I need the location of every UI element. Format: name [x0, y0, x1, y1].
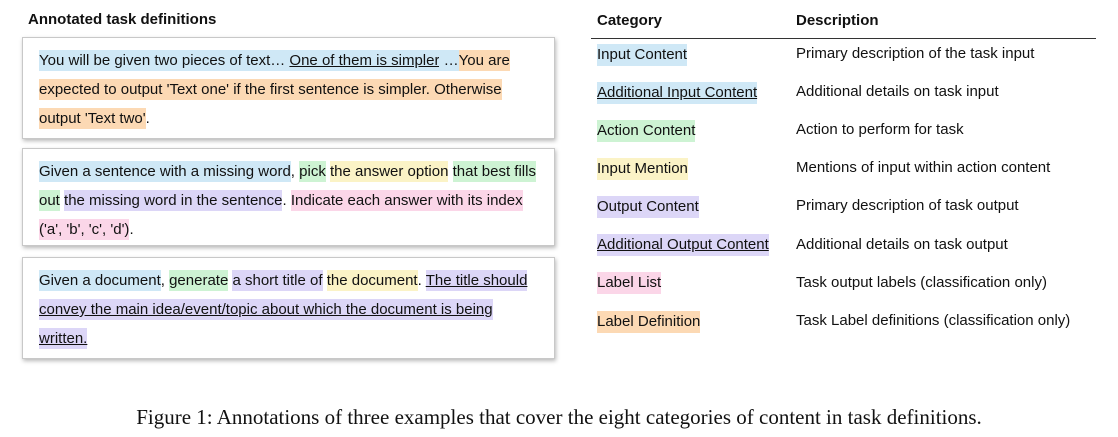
- annotated-span-action: pick: [299, 163, 326, 180]
- category-label: Additional Output Content: [597, 234, 769, 256]
- category-description: Mentions of input within action content: [796, 159, 1051, 176]
- plain-text: .: [145, 110, 150, 127]
- annotated-span-input: You will be given two pieces of text…: [39, 52, 290, 69]
- annotated-span-action: generate: [169, 272, 229, 289]
- annotated-span-output: a short title of: [232, 272, 323, 289]
- annotated-span-input: Given a document: [39, 272, 161, 289]
- example-box-3: [22, 257, 555, 359]
- annotated-span-labels: Indicate each answer with its index ('a', 'b', 'c', 'd'): [39, 192, 523, 238]
- annotated-span-output: the missing word in the sentence: [64, 192, 283, 209]
- category-label: Input Content: [597, 44, 687, 66]
- annotated-span-addin: One of them is simpler: [289, 52, 440, 69]
- plain-text: ,: [160, 272, 170, 289]
- plain-text: .: [417, 272, 426, 289]
- category-label: Action Content: [597, 120, 695, 142]
- plain-text: .: [129, 221, 134, 238]
- example-box-2: [22, 148, 555, 246]
- annotated-span-mention: the answer option: [330, 163, 449, 180]
- header-rule: [591, 38, 1096, 39]
- category-label: Label List: [597, 272, 661, 294]
- annotated-definitions-title: Annotated task definitions: [28, 11, 217, 28]
- annotated-span-action: that best fills out: [39, 163, 536, 209]
- category-description: Task output labels (classification only): [796, 274, 1047, 291]
- plain-text: .: [282, 192, 291, 209]
- annotated-span-addout: The title should convey the main idea/event/topic about which the document is being written.: [39, 272, 528, 347]
- category-description: Additional details on task output: [796, 236, 1008, 253]
- annotated-span-labeldef: You are expected to output 'Text one' if the first sentence is simpler. Otherwise output 'Text two': [39, 52, 510, 127]
- category-label: Additional Input Content: [597, 82, 757, 104]
- category-description: Additional details on task input: [796, 83, 999, 100]
- category-description: Primary description of task output: [796, 197, 1019, 214]
- category-description: Primary description of the task input: [796, 45, 1035, 62]
- annotated-span-input: Given a sentence with a missing word: [39, 163, 291, 180]
- example-box-1: [22, 37, 555, 139]
- category-label: Input Mention: [597, 158, 688, 180]
- category-description: Action to perform for task: [796, 121, 964, 138]
- category-header: Category: [597, 12, 663, 29]
- category-label: Output Content: [597, 196, 699, 218]
- annotated-span-addin: …: [439, 52, 459, 69]
- annotated-span-mention: the document: [326, 272, 418, 289]
- category-description: Task Label definitions (classification only): [796, 312, 1071, 329]
- figure-caption: Figure 1: Annotations of three examples that cover the eight categories of content in task definitions.: [136, 405, 982, 429]
- plain-text: [448, 163, 452, 180]
- category-label: Label Definition: [597, 311, 700, 333]
- description-header: Description: [796, 12, 879, 29]
- plain-text: ,: [290, 163, 300, 180]
